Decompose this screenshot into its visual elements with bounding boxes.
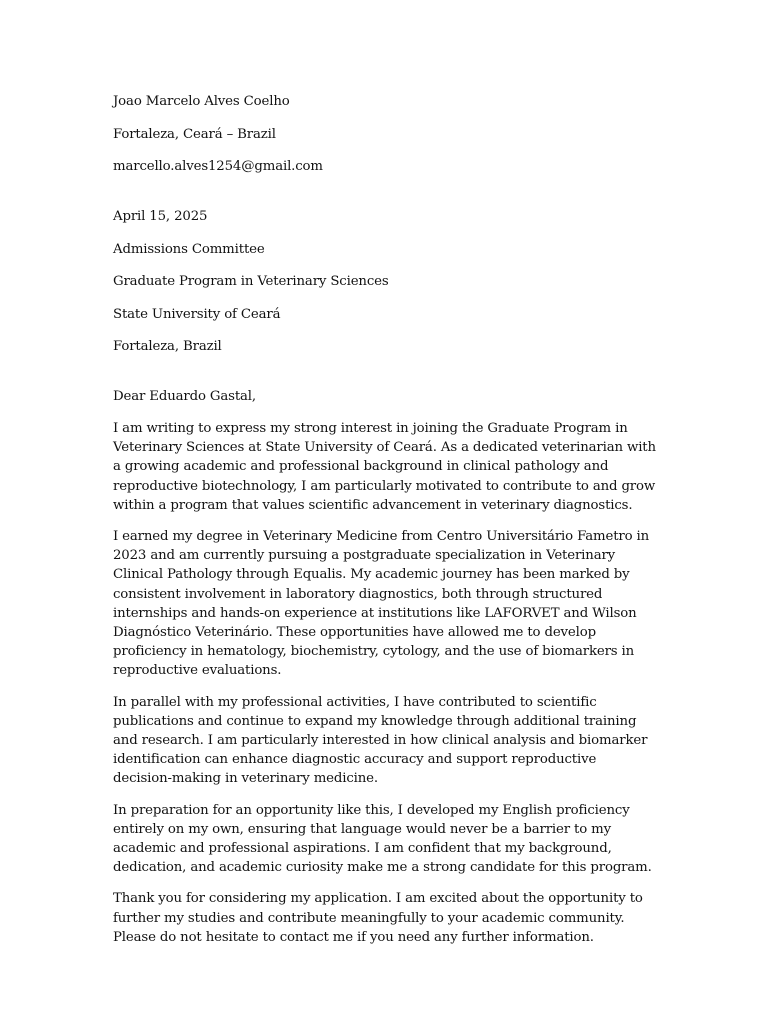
recipient-line-4: Fortaleza, Brazil xyxy=(113,339,222,354)
sender-name: Joao Marcelo Alves Coelho xyxy=(113,94,290,109)
letter-date: April 15, 2025 xyxy=(113,209,208,224)
body-paragraph-2: I earned my degree in Veterinary Medicine from Centro Universitário Fametro in 2023 and am currently pursuing a postgraduate specialization in Veterinary Clinical Pathology through Equalis. My academic journey has been marked by consistent involvement in laboratory diagnostics, both through structured internships and hands-on experience at institutions like LAFORVET and Wilson Diagnóstico Veterinário. These opportunities have allowed me to develop proficiency in hematology, biochemistry, cytology, and the use of biomarkers in reproductive evaluations. xyxy=(113,529,650,679)
salutation: Dear Eduardo Gastal, xyxy=(113,389,256,404)
body-paragraph-3: In parallel with my professional activities, I have contributed to scientific publications and continue to expand my knowledge through additional training and research. I am particularly interested in how clinical analysis and biomarker identification can enhance diagnostic accuracy and support reproductive decision-making in veterinary medicine. xyxy=(113,694,648,787)
recipient-line-3: State University of Ceará xyxy=(113,306,281,322)
sender-email: marcello.alves1254@gmail.com xyxy=(113,159,323,174)
recipient-line-2: Graduate Program in Veterinary Sciences xyxy=(113,274,389,289)
sender-location: Fortaleza, Ceará – Brazil xyxy=(113,126,276,142)
body-paragraph-5: Thank you for considering my application. I am excited about the opportunity to further my studies and contribute meaningfully to your academic community. Please do not hesitate to contact me if you need any further information. xyxy=(113,891,643,945)
body-paragraph-4: In preparation for an opportunity like this, I developed my English proficiency entirely on my own, ensuring that language would never be a barrier to my academic and professional aspirations. I am confident that my background, dedication, and academic curiosity make me a strong candidate for this program. xyxy=(113,802,652,876)
body-paragraph-1: I am writing to express my strong interest in joining the Graduate Program in Veterinary Sciences at State University of Ceará. As a dedicated veterinarian with a growing academic and professional background in clinical pathology and reproductive biotechnology, I am particularly motivated to contribute to and grow within a program that values scientific advancement in veterinary diagnostics. xyxy=(113,421,656,513)
recipient-line-1: Admissions Committee xyxy=(113,241,265,257)
letter-page xyxy=(113,92,658,947)
